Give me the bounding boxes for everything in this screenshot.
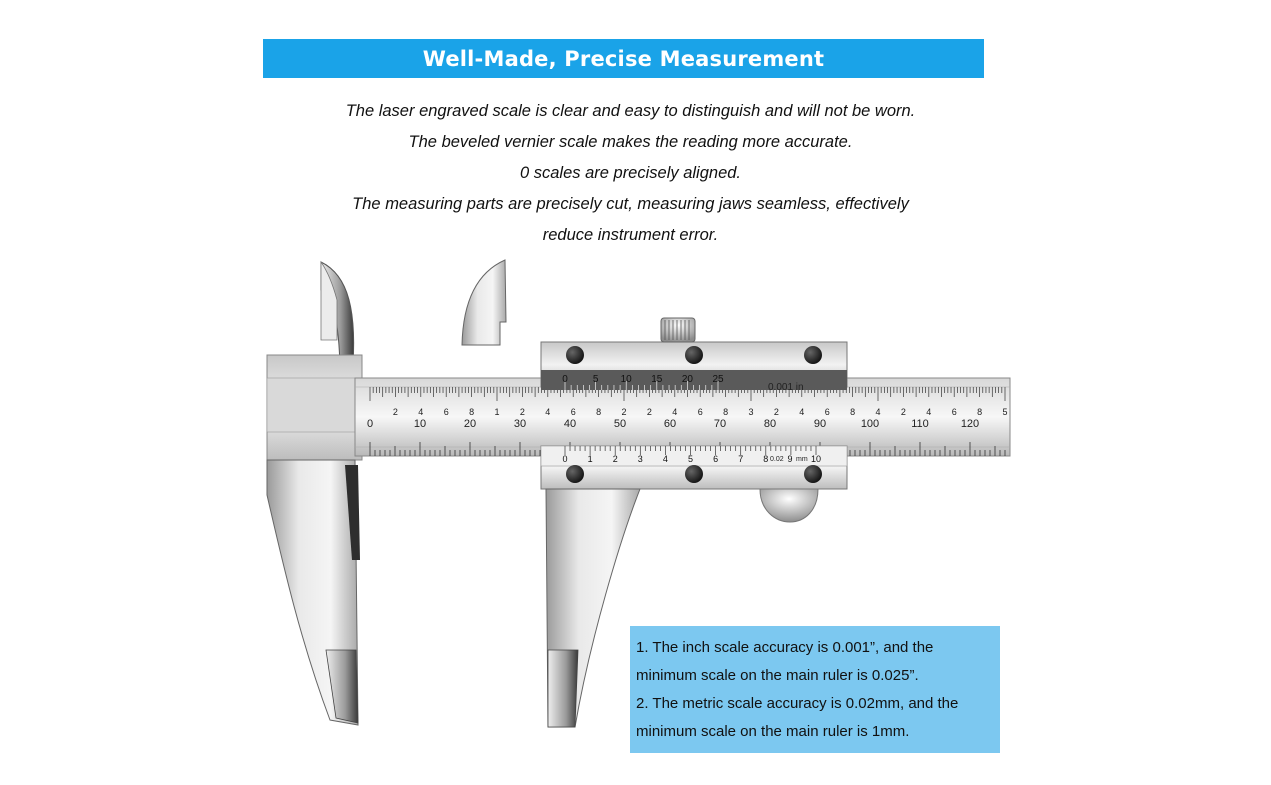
inch-tick-label: 6 xyxy=(697,407,703,417)
vernier-metric-label: 10 xyxy=(810,454,822,464)
metric-tick-label: 40 xyxy=(563,418,577,430)
inch-tick-label: 4 xyxy=(545,407,551,417)
description-line: reduce instrument error. xyxy=(542,226,719,244)
specification-box xyxy=(630,626,1000,753)
description-line: 0 scales are precisely aligned. xyxy=(519,164,742,182)
inch-tick-label: 4 xyxy=(875,407,881,417)
metric-tick-label: 50 xyxy=(613,418,627,430)
vernier-metric-label: 2 xyxy=(612,454,618,464)
vernier-inch-label: 20 xyxy=(681,374,693,385)
description-line: The beveled vernier scale makes the reading more accurate. xyxy=(408,133,853,151)
inch-tick-label: 3 xyxy=(748,407,754,417)
metric-tick-label: 60 xyxy=(663,418,677,430)
banner-title: Well-Made, Precise Measurement xyxy=(422,46,825,71)
metric-tick-label: 30 xyxy=(513,418,527,430)
vernier-inch-label: 5 xyxy=(592,374,599,385)
vernier-metric-label: 0 xyxy=(562,454,568,464)
inch-tick-label: 8 xyxy=(723,407,729,417)
inch-tick-label: 2 xyxy=(621,407,627,417)
inch-tick-label: 8 xyxy=(977,407,983,417)
metric-tick-label: 0 xyxy=(366,418,374,430)
inch-tick-label: 6 xyxy=(824,407,830,417)
metric-tick-label: 10 xyxy=(413,418,427,430)
screw-icon xyxy=(566,465,584,483)
description-line: The laser engraved scale is clear and easy to distinguish and will not be worn. xyxy=(345,102,916,120)
vernier-inch-label: 0 xyxy=(562,374,568,385)
inch-tick-label: 4 xyxy=(799,407,805,417)
vernier-inch-label: 25 xyxy=(712,374,724,385)
inch-tick-label: 4 xyxy=(672,407,678,417)
vernier-inch-unit: 0.001 in xyxy=(768,382,804,393)
vernier-metric-label: 1 xyxy=(587,454,593,464)
thumb-knob xyxy=(661,318,695,342)
vernier-metric-unit-mm: mm xyxy=(796,456,808,463)
metric-tick-label: 100 xyxy=(860,418,880,430)
inch-tick-label: 1 xyxy=(494,407,500,417)
inch-tick-label: 8 xyxy=(596,407,602,417)
inch-tick-label: 6 xyxy=(443,407,449,417)
inch-tick-label: 6 xyxy=(951,407,957,417)
screw-icon xyxy=(804,346,822,364)
screw-icon xyxy=(685,346,703,364)
vernier-metric-unit: 0.02 xyxy=(770,456,784,463)
metric-tick-label: 110 xyxy=(911,418,929,430)
inch-tick-label: 8 xyxy=(850,407,856,417)
inch-tick-label: 4 xyxy=(418,407,424,417)
inch-tick-label: 8 xyxy=(469,407,475,417)
metric-tick-label: 70 xyxy=(713,418,727,430)
metric-tick-label: 80 xyxy=(763,418,777,430)
inch-tick-label: 2 xyxy=(773,407,779,417)
thumb-wheel xyxy=(760,489,818,522)
spec-line: minimum scale on the main ruler is 1mm. xyxy=(636,723,910,740)
vernier-metric-label: 7 xyxy=(738,454,744,464)
inch-tick-label: 4 xyxy=(926,407,932,417)
screw-icon xyxy=(566,346,584,364)
inch-tick-label: 2 xyxy=(646,407,652,417)
metric-tick-label: 120 xyxy=(960,418,980,430)
vernier-metric-label: 6 xyxy=(713,454,719,464)
vernier-inch-label: 10 xyxy=(620,374,632,385)
spec-line: 2. The metric scale accuracy is 0.02mm, and the xyxy=(636,695,959,712)
vernier-inch-label: 15 xyxy=(651,374,663,385)
description-line: The measuring parts are precisely cut, measuring jaws seamless, effectively xyxy=(352,195,909,213)
inch-tick-label: 2 xyxy=(392,407,398,417)
inch-tick-label: 2 xyxy=(900,407,906,417)
vernier-metric-label: 3 xyxy=(637,454,643,464)
screw-icon xyxy=(685,465,703,483)
spec-line: minimum scale on the main ruler is 0.025”. xyxy=(636,667,919,684)
metric-tick-label: 20 xyxy=(463,418,477,430)
inch-tick-label: 5 xyxy=(1002,407,1008,417)
metric-tick-label: 90 xyxy=(813,418,827,430)
sliding-upper-jaw xyxy=(462,260,506,345)
vernier-metric-label: 4 xyxy=(662,454,668,464)
inch-tick-label: 2 xyxy=(519,407,525,417)
vernier-metric-label: 9 xyxy=(787,454,793,464)
spec-line: 1. The inch scale accuracy is 0.001”, and the xyxy=(636,639,934,656)
screw-icon xyxy=(804,465,822,483)
inch-tick-label: 6 xyxy=(570,407,576,417)
vernier-metric-label: 8 xyxy=(763,454,769,464)
vernier-metric-label: 5 xyxy=(687,454,694,464)
